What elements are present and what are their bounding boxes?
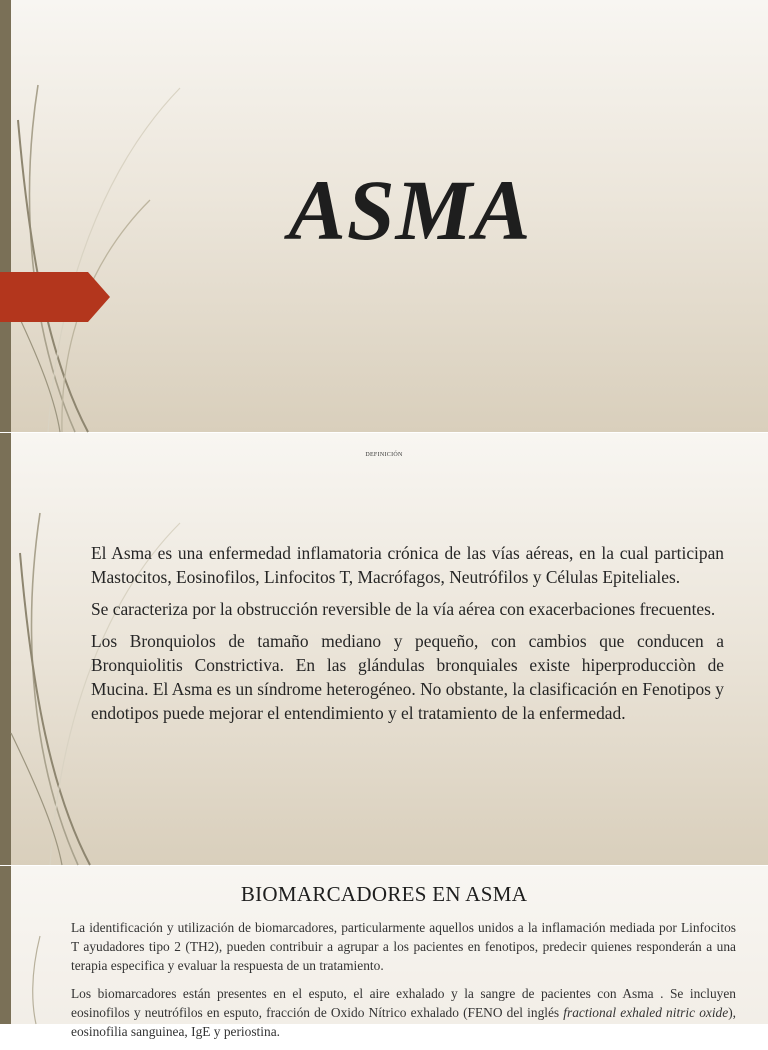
paragraph-text: Los biomarcadores están presentes en el esputo, el aire exhalado y la sangre de pacientes con Asma . Se incluyen eosinofilos y neutrófilos en esputo, fracción de Oxido Nítrico exhalado (FENO del inglés (71, 986, 736, 1020)
paragraph-text: ), eosinofilia sanguinea, IgE y periostina. (71, 1005, 736, 1039)
slide-title: ASMA (288, 162, 532, 258)
paragraph: El Asma es una enfermedad inflamatoria crónica de las vías aéreas, en la cual participan Mastocitos, Eosinofilos, Linfocitos T, Macrófagos, Neutrófilos y Células Epiteliales. (91, 543, 724, 587)
section-heading: BIOMARCADORES EN ASMA (240, 882, 528, 906)
paragraph: Se caracteriza por la obstrucción reversible de la vía aérea con exacerbaciones frecuentes. (91, 599, 716, 619)
definition-slide (0, 433, 768, 865)
definition-body (91, 541, 724, 733)
title-slide (0, 0, 768, 432)
paragraph-italic-text: fractional exhaled nitric oxide (563, 1005, 729, 1020)
paragraph: Los Bronquiolos de tamaño mediano y pequeño, con cambios que conducen a Bronquiolitis Constrictiva. En las glándulas bronquiales existe hiperproducciòn de Mucina. El Asma es un síndrome heterogéneo. No obstante, la clasificación en Fenotipos y endotipos puede mejorar el entendimiento y el tratamiento de la enfermedad. (91, 631, 724, 723)
biomarkers-slide (0, 866, 768, 1039)
section-heading: DEFINICIÓN (365, 452, 403, 458)
accent-arrow-icon (0, 272, 110, 322)
paragraph: La identificación y utilización de biomarcadores, particularmente aquellos unidos a la inflamación mediada por Linfocitos T ayudadores tipo 2 (TH2), pueden contribuir a agrupar a los pacientes en fenotipos, predecir quienes responderán a una terapia especifica y evaluar la respuesta de un tratamiento. (71, 920, 736, 973)
paragraph (71, 984, 736, 1041)
biomarkers-body (71, 918, 736, 1050)
